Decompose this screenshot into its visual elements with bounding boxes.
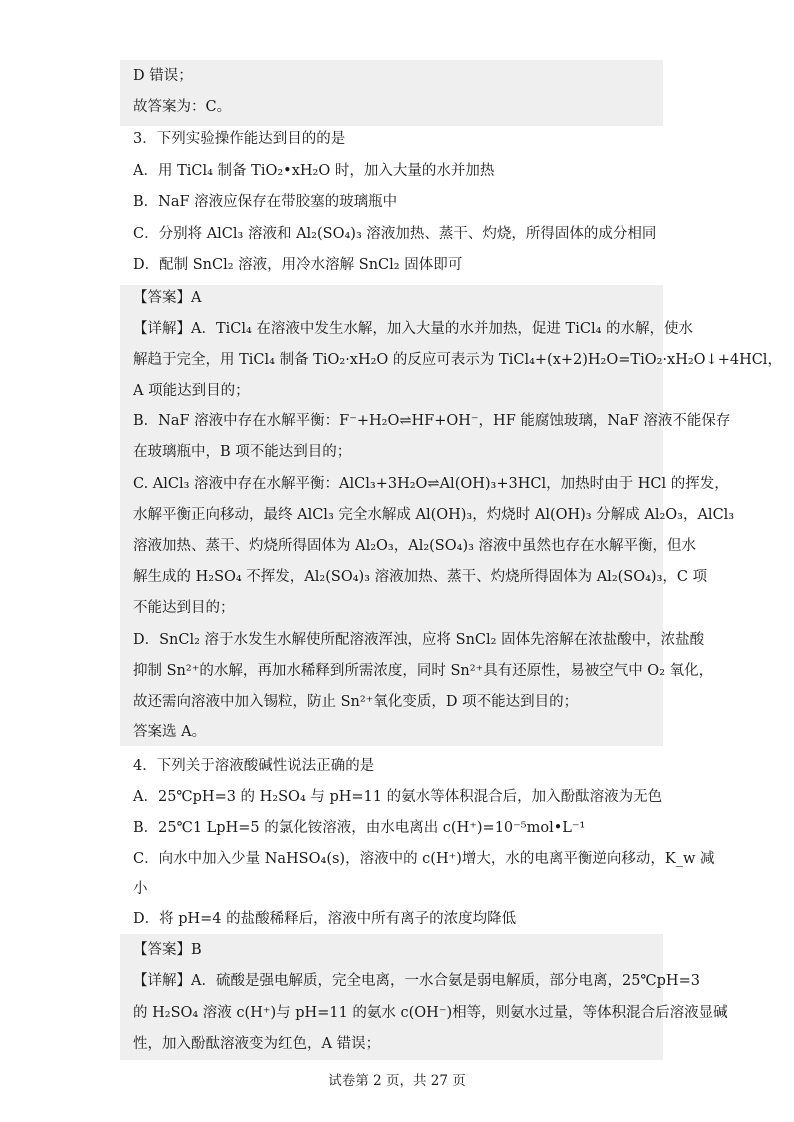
explanation-line: 不能达到目的； — [133, 600, 235, 616]
explanation-line: 抑制 Sn²⁺的水解，再加水稀释到所需浓度，同时 Sn²⁺具有还原性，易被空气中 O₂ 氧化， — [133, 663, 714, 679]
explanation-line: 性，加入酚酞溶液变为红色，A 错误； — [133, 1036, 381, 1052]
option-d: D．将 pH=4 的盐酸稀释后，溶液中所有离子的浓度均降低 — [133, 911, 517, 927]
option-b: B．25℃1 LpH=5 的氯化铵溶液，由水电离出 c(H⁺)=10⁻⁵mol•L⁻¹ — [133, 820, 586, 836]
explanation-line: 水解平衡正向移动，最终 AlCl₃ 完全水解成 Al(OH)₃，灼烧时 Al(OH)₃ 分解成 Al₂O₃，AlCl₃ — [133, 507, 735, 523]
text-line: 故答案为：C。 — [133, 99, 232, 115]
explanation-line: 故还需向溶液中加入锡粒，防止 Sn²⁺氧化变质，D 项不能达到目的； — [133, 694, 579, 710]
explanation-line: 溶液加热、蒸干、灼烧所得固体为 Al₂O₃，Al₂(SO₄)₃ 溶液中虽然也存在水解平衡，但水 — [133, 538, 697, 554]
explanation-line: 解生成的 H₂SO₄ 不挥发，Al₂(SO₄)₃ 溶液加热、蒸干、灼烧所得固体为 Al₂(SO₄)₃，C 项 — [133, 569, 708, 585]
explanation-line: A 项能达到目的； — [133, 383, 250, 399]
explanation-line: C. AlCl₃ 溶液中存在水解平衡：AlCl₃+3H₂O⇌Al(OH)₃+3HCl，加热时由于 HCl 的挥发， — [133, 476, 729, 492]
page-footer: 试卷第 2 页，共 27 页 — [328, 1073, 466, 1089]
explanation-line: 【详解】A．硫酸是强电解质，完全电离，一水合氨是弱电解质，部分电离，25℃pH=3 — [133, 973, 700, 989]
option-a: A．25℃pH=3 的 H₂SO₄ 与 pH=11 的氨水等体积混合后，加入酚酞溶液为无色 — [133, 789, 663, 805]
option-d: D．配制 SnCl₂ 溶液，用冷水溶解 SnCl₂ 固体即可 — [133, 257, 463, 273]
question-stem: 4．下列关于溶液酸碱性说法正确的是 — [133, 758, 375, 774]
question-stem: 3．下列实验操作能达到目的的是 — [133, 131, 346, 147]
text-line: D 错误； — [133, 68, 193, 84]
explanation-line: D．SnCl₂ 溶于水发生水解使所配溶液浑浊，应将 SnCl₂ 固体先溶解在浓盐酸中，浓盐酸 — [133, 632, 705, 648]
option-c-continued: 小 — [133, 881, 148, 897]
explanation-line: B．NaF 溶液中存在水解平衡：F⁻+H₂O⇌HF+OH⁻，HF 能腐蚀玻璃，NaF 溶液不能保存 — [133, 413, 731, 429]
explanation-line: 的 H₂SO₄ 溶液 c(H⁺)与 pH=11 的氨水 c(OH⁻)相等，则氨水过量，等体积混合后溶液显碱 — [133, 1005, 728, 1021]
option-a: A．用 TiCl₄ 制备 TiO₂•xH₂O 时，加入大量的水并加热 — [133, 163, 495, 179]
explanation-line: 【详解】A．TiCl₄ 在溶液中发生水解，加入大量的水并加热，促进 TiCl₄ 的水解，使水 — [133, 321, 694, 337]
option-c: C．向水中加入少量 NaHSO₄(s)，溶液中的 c(H⁺)增大，水的电离平衡逆向移动，K_w 减 — [133, 851, 715, 867]
explanation-line: 解趋于完全，用 TiCl₄ 制备 TiO₂·xH₂O 的反应可表示为 TiCl₄+(x+2)H₂O=TiO₂·xH₂O↓+4HCl， — [133, 352, 782, 368]
explanation-line: 在玻璃瓶中，B 项不能达到目的； — [133, 444, 352, 460]
answer-label: 【答案】A — [133, 290, 202, 306]
option-c: C．分别将 AlCl₃ 溶液和 Al₂(SO₄)₃ 溶液加热、蒸干、灼烧，所得固体的成分相同 — [133, 226, 657, 242]
option-b: B．NaF 溶液应保存在带胶塞的玻璃瓶中 — [133, 194, 398, 210]
answer-label: 【答案】B — [133, 942, 202, 958]
explanation-line: 答案选 A。 — [133, 724, 207, 740]
